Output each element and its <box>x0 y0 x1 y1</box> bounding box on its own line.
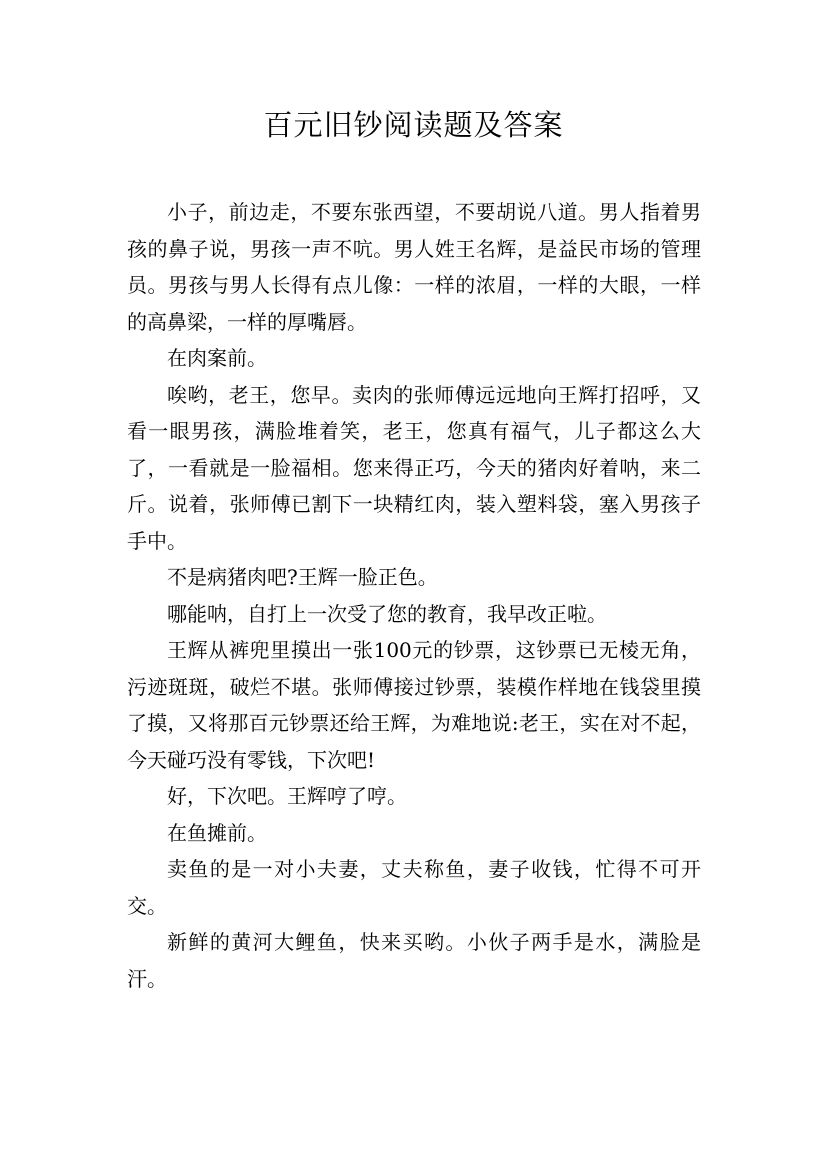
paragraph: 王辉从裤兜里摸出一张100元的钞票，这钞票已无棱无角，污迹斑斑，破烂不堪。张师傅接过钞票，装模作样地在钱袋里摸了摸，又将那百元钞票还给王辉，为难地说:老王，实在对不起，今天碰巧没有零钱，下次吧! <box>127 638 701 772</box>
paragraph: 卖鱼的是一对小夫妻，丈夫称鱼，妻子收钱，忙得不可开交。 <box>127 857 701 918</box>
paragraph: 新鲜的黄河大鲤鱼，快来买哟。小伙子两手是水，满脸是汗。 <box>127 930 701 991</box>
document-body <box>127 194 701 997</box>
paragraph: 哪能呐，自打上一次受了您的教育，我早改正啦。 <box>167 601 607 626</box>
paragraph: 不是病猪肉吧?王辉一脸正色。 <box>167 565 438 589</box>
paragraph: 在鱼摊前。 <box>167 820 267 845</box>
document-title: 百元旧钞阅读题及答案 <box>263 108 564 142</box>
paragraph: 好，下次吧。王辉哼了哼。 <box>167 784 407 808</box>
paragraph: 唉哟，老王，您早。卖肉的张师傅远远地向王辉打招呼，又看一眼男孩，满脸堆着笑，老王，您真有福气，儿子都这么大了，一看就是一脸福相。您来得正巧，今天的猪肉好着呐，来二斤。说着，张师傅已割下一块精红肉，装入塑料袋，塞入男孩子手中。 <box>127 382 701 553</box>
paragraph: 在肉案前。 <box>167 346 267 370</box>
paragraph: 小子，前边走，不要东张西望，不要胡说八道。男人指着男孩的鼻子说，男孩一声不吭。男人姓王名辉，是益民市场的管理员。男孩与男人长得有点儿像：一样的浓眉，一样的大眼，一样的高鼻梁，一样的厚嘴唇。 <box>127 200 701 334</box>
